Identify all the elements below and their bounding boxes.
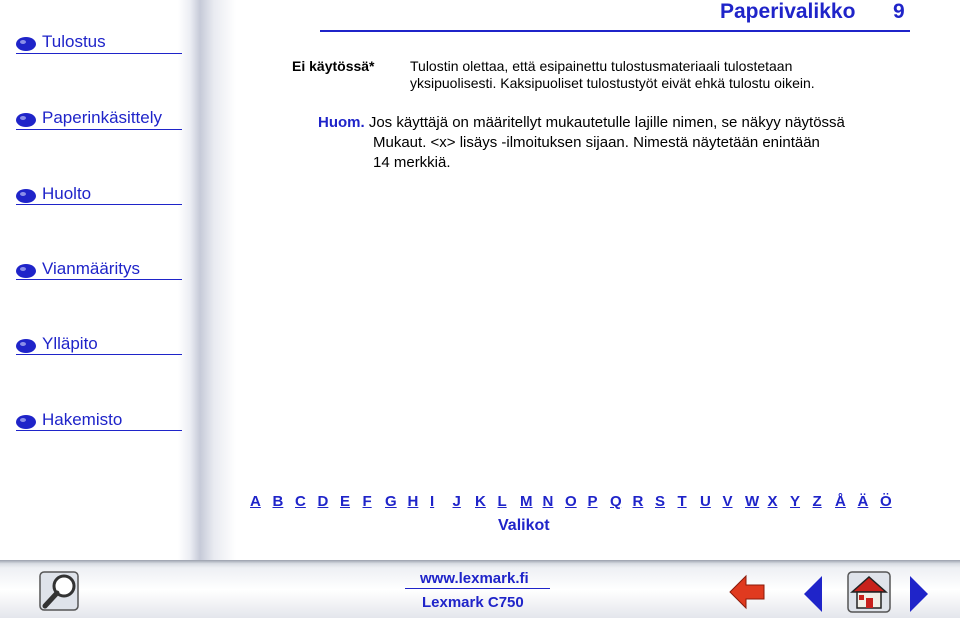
sidebar-item-label: Hakemisto xyxy=(42,410,123,429)
index-letter-link[interactable]: F xyxy=(362,493,372,510)
index-letter-link[interactable]: I xyxy=(430,493,435,510)
note xyxy=(318,113,908,173)
sidebar-item-label: Vianmääritys xyxy=(42,259,140,278)
index-letter-link[interactable]: T xyxy=(677,493,687,510)
index-letter-link[interactable]: K xyxy=(475,493,486,510)
index-letter-link[interactable]: X xyxy=(767,493,778,510)
sidebar-item-paperinkasittely[interactable] xyxy=(14,106,182,130)
divider xyxy=(16,204,182,205)
index-letter-link[interactable]: Q xyxy=(610,493,622,510)
index-letter-link[interactable]: B xyxy=(272,493,284,510)
page-title: Paperivalikko xyxy=(720,0,856,23)
next-page-icon[interactable] xyxy=(908,574,932,619)
index-letter-link[interactable]: Å xyxy=(835,493,846,510)
index-letter-link[interactable]: D xyxy=(317,493,329,510)
index-letter-link[interactable]: M xyxy=(520,493,533,510)
index-letter-link[interactable]: L xyxy=(497,493,507,510)
bullet-icon xyxy=(14,412,42,432)
sidebar-item-yllapito[interactable] xyxy=(14,332,182,356)
sidebar-item-label: Ylläpito xyxy=(42,334,98,353)
divider xyxy=(16,430,182,431)
sidebar-item-label: Huolto xyxy=(42,184,92,203)
sidebar-item-tulostus[interactable] xyxy=(14,30,182,54)
index-letter-link[interactable]: A xyxy=(250,493,261,510)
header-divider xyxy=(320,30,910,32)
sidebar-item-label: Paperinkäsittely xyxy=(42,108,163,127)
index-letter-link[interactable]: V xyxy=(722,493,733,510)
index-letter-link[interactable]: Ä xyxy=(857,493,869,510)
index-letter-link[interactable]: Z xyxy=(812,493,822,510)
divider xyxy=(16,129,182,130)
sidebar-item-vianmaaritys[interactable] xyxy=(14,257,182,281)
index-letter-link[interactable]: E xyxy=(340,493,351,510)
index-letter-link[interactable]: N xyxy=(542,493,554,510)
bullet-icon xyxy=(14,186,42,206)
valikot-link[interactable]: Valikot xyxy=(498,517,550,534)
index-letter-link[interactable]: Ö xyxy=(880,493,892,510)
bullet-icon xyxy=(14,34,42,54)
sidebar-item-label: Tulostus xyxy=(42,32,106,51)
divider xyxy=(16,53,182,54)
index-letter-link[interactable]: Y xyxy=(790,493,801,510)
note-text: Jos käyttäjä on määritellyt mukautetulle lajille nimen, se näkyy näytössä xyxy=(368,114,845,131)
index-letter-link[interactable]: P xyxy=(587,493,598,510)
home-icon[interactable] xyxy=(846,570,892,619)
index-letter-link[interactable]: S xyxy=(655,493,666,510)
back-arrow-icon[interactable] xyxy=(728,574,768,615)
bullet-icon xyxy=(14,261,42,281)
index-letter-link[interactable]: R xyxy=(632,493,644,510)
bullet-icon xyxy=(14,110,42,130)
bullet-icon xyxy=(14,336,42,356)
product-name: Lexmark C750 xyxy=(422,594,524,611)
divider xyxy=(16,279,182,280)
sidebar-item-hakemisto[interactable] xyxy=(14,408,182,432)
index-letter-link[interactable]: J xyxy=(452,493,461,510)
previous-page-icon[interactable] xyxy=(802,574,826,619)
footer-divider xyxy=(0,560,960,564)
divider xyxy=(405,588,550,589)
index-letter-link[interactable]: H xyxy=(407,493,419,510)
index-letter-link[interactable]: O xyxy=(565,493,577,510)
index-letter-link[interactable]: C xyxy=(295,493,306,510)
option-description: Tulostin olettaa, että esipainettu tulostusmateriaali tulostetaan yksipuolisesti. Kaksipuoliset tulostustyöt eivät ehkä tulostu oikein. xyxy=(410,58,815,91)
note-text: Mukaut. <x> lisäys -ilmoituksen sijaan. Nimestä näytetään enintään xyxy=(373,134,820,151)
index-letter-link[interactable]: G xyxy=(385,493,397,510)
note-text: 14 merkkiä. xyxy=(373,154,451,171)
note-label: Huom. xyxy=(318,114,365,131)
sidebar-item-huolto[interactable] xyxy=(14,182,182,206)
website-link[interactable]: www.lexmark.fi xyxy=(420,570,529,587)
divider xyxy=(16,354,182,355)
index-letter-link[interactable]: U xyxy=(700,493,711,510)
page-number: 9 xyxy=(893,0,905,23)
alphabet-index xyxy=(250,493,903,510)
index-letter-link[interactable]: W xyxy=(745,493,760,510)
option-term: Ei käytössä* xyxy=(292,58,375,74)
search-icon[interactable] xyxy=(38,570,88,619)
